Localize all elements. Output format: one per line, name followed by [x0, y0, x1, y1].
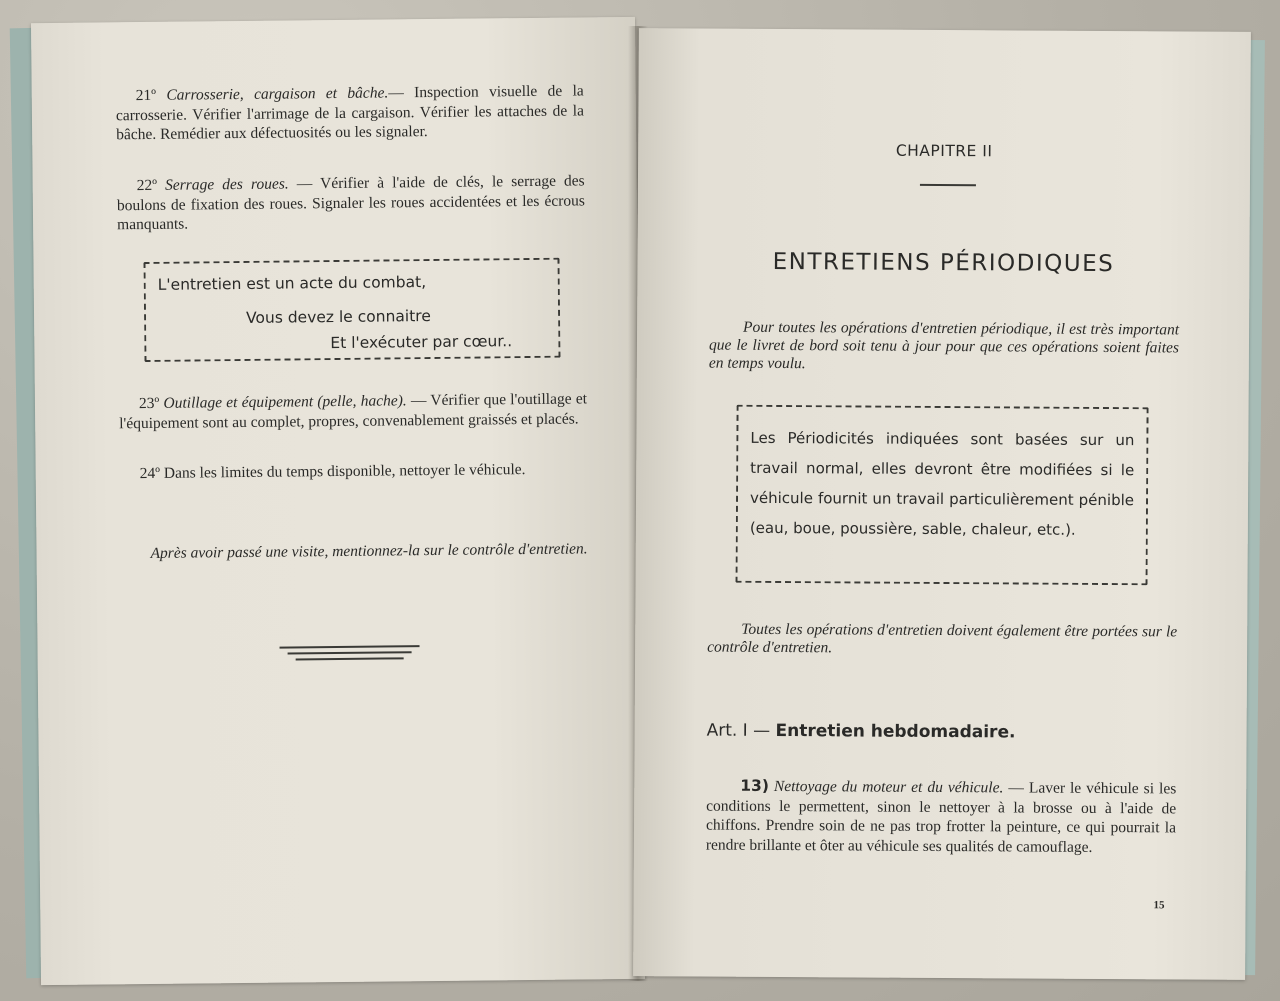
right-page	[633, 28, 1251, 980]
left-page	[31, 17, 645, 985]
item-13-number: 13)	[740, 776, 769, 795]
item-21-body: — Inspection visuelle de la carrosserie. Vérifier l'arrimage de la cargaison. Vérifier les attaches de la bâche. Remédier aux défectuosités ou les signaler.	[115, 82, 585, 144]
item-22	[117, 171, 586, 234]
chapter-title: ENTRETIENS PÉRIODIQUES	[772, 248, 1115, 278]
article-label: Art. I —	[706, 720, 771, 741]
intro-paragraph	[709, 319, 1179, 376]
closing-note-text: Après avoir passé une visite, mentionnez-la sur le contrôle d'entretien.	[150, 540, 588, 562]
item-23	[119, 389, 587, 433]
motto-line-3: Et l'exécuter par cœur..	[330, 332, 513, 353]
item-23-title: Outillage et équipement (pelle, hache).	[163, 392, 407, 412]
item-13-title: Nettoyage du moteur et du véhicule.	[773, 777, 1004, 797]
periodicity-text: Les Périodicités indiquées sont basées sur un travail normal, elles devront être modifiées si le véhicule fournit un travail particulièrement pénible (eau, boue, poussière, sable, chaleur, etc.).	[749, 428, 1135, 539]
chapter-heading: CHAPITRE II	[895, 141, 993, 161]
intro-text: Pour toutes les opérations d'entretien périodique, il est très important que le livret de bord soit tenu à jour pour que ces opérations soient faites en temps voulu.	[708, 318, 1180, 373]
item-22-body: — Vérifier à l'aide de clés, le serrage des boulons de fixation des roues. Signaler les roues accidentées et les écrous manquants.	[116, 172, 585, 234]
item-13	[706, 777, 1176, 858]
item-23-body: — Vérifier que l'outillage et l'équipement sont au complet, propres, convenablement graissés et placés.	[119, 390, 588, 432]
maintenance-note-text: Toutes les opérations d'entretien doivent également être portées sur le contrôle d'entretien.	[707, 620, 1178, 657]
item-24-number: 24º	[139, 464, 161, 483]
item-21-number: 21º	[135, 86, 157, 105]
item-21-title: Carrosserie, cargaison et bâche.	[166, 84, 389, 104]
item-22-title: Serrage des roues.	[164, 175, 289, 194]
article-heading	[707, 721, 1016, 743]
item-23-number: 23º	[138, 394, 160, 413]
item-22-number: 22º	[136, 176, 158, 195]
article-title: Entretien hebdomadaire.	[775, 720, 1016, 743]
chapter-rule	[920, 184, 976, 186]
item-24-body: Dans les limites du temps disponible, nettoyer le véhicule.	[163, 461, 526, 482]
closing-note	[120, 539, 588, 563]
page-number: 15	[1153, 899, 1165, 912]
motto-line-2: Vous devez le connaitre	[245, 307, 431, 327]
item-13-body: — Laver le véhicule si les conditions le permettent, sinon le nettoyer à la brosse ou à l'aide de chiffons. Prendre soin de ne pas trop frotter la peinture, ce qui pourrait la rendre brillante et ôter au véhicule ses qualités de camouflage.	[705, 779, 1177, 856]
item-21	[116, 81, 585, 144]
motto-line-1: L'entretien est un acte du combat,	[157, 273, 427, 294]
item-24	[120, 459, 588, 483]
maintenance-note	[707, 621, 1177, 660]
